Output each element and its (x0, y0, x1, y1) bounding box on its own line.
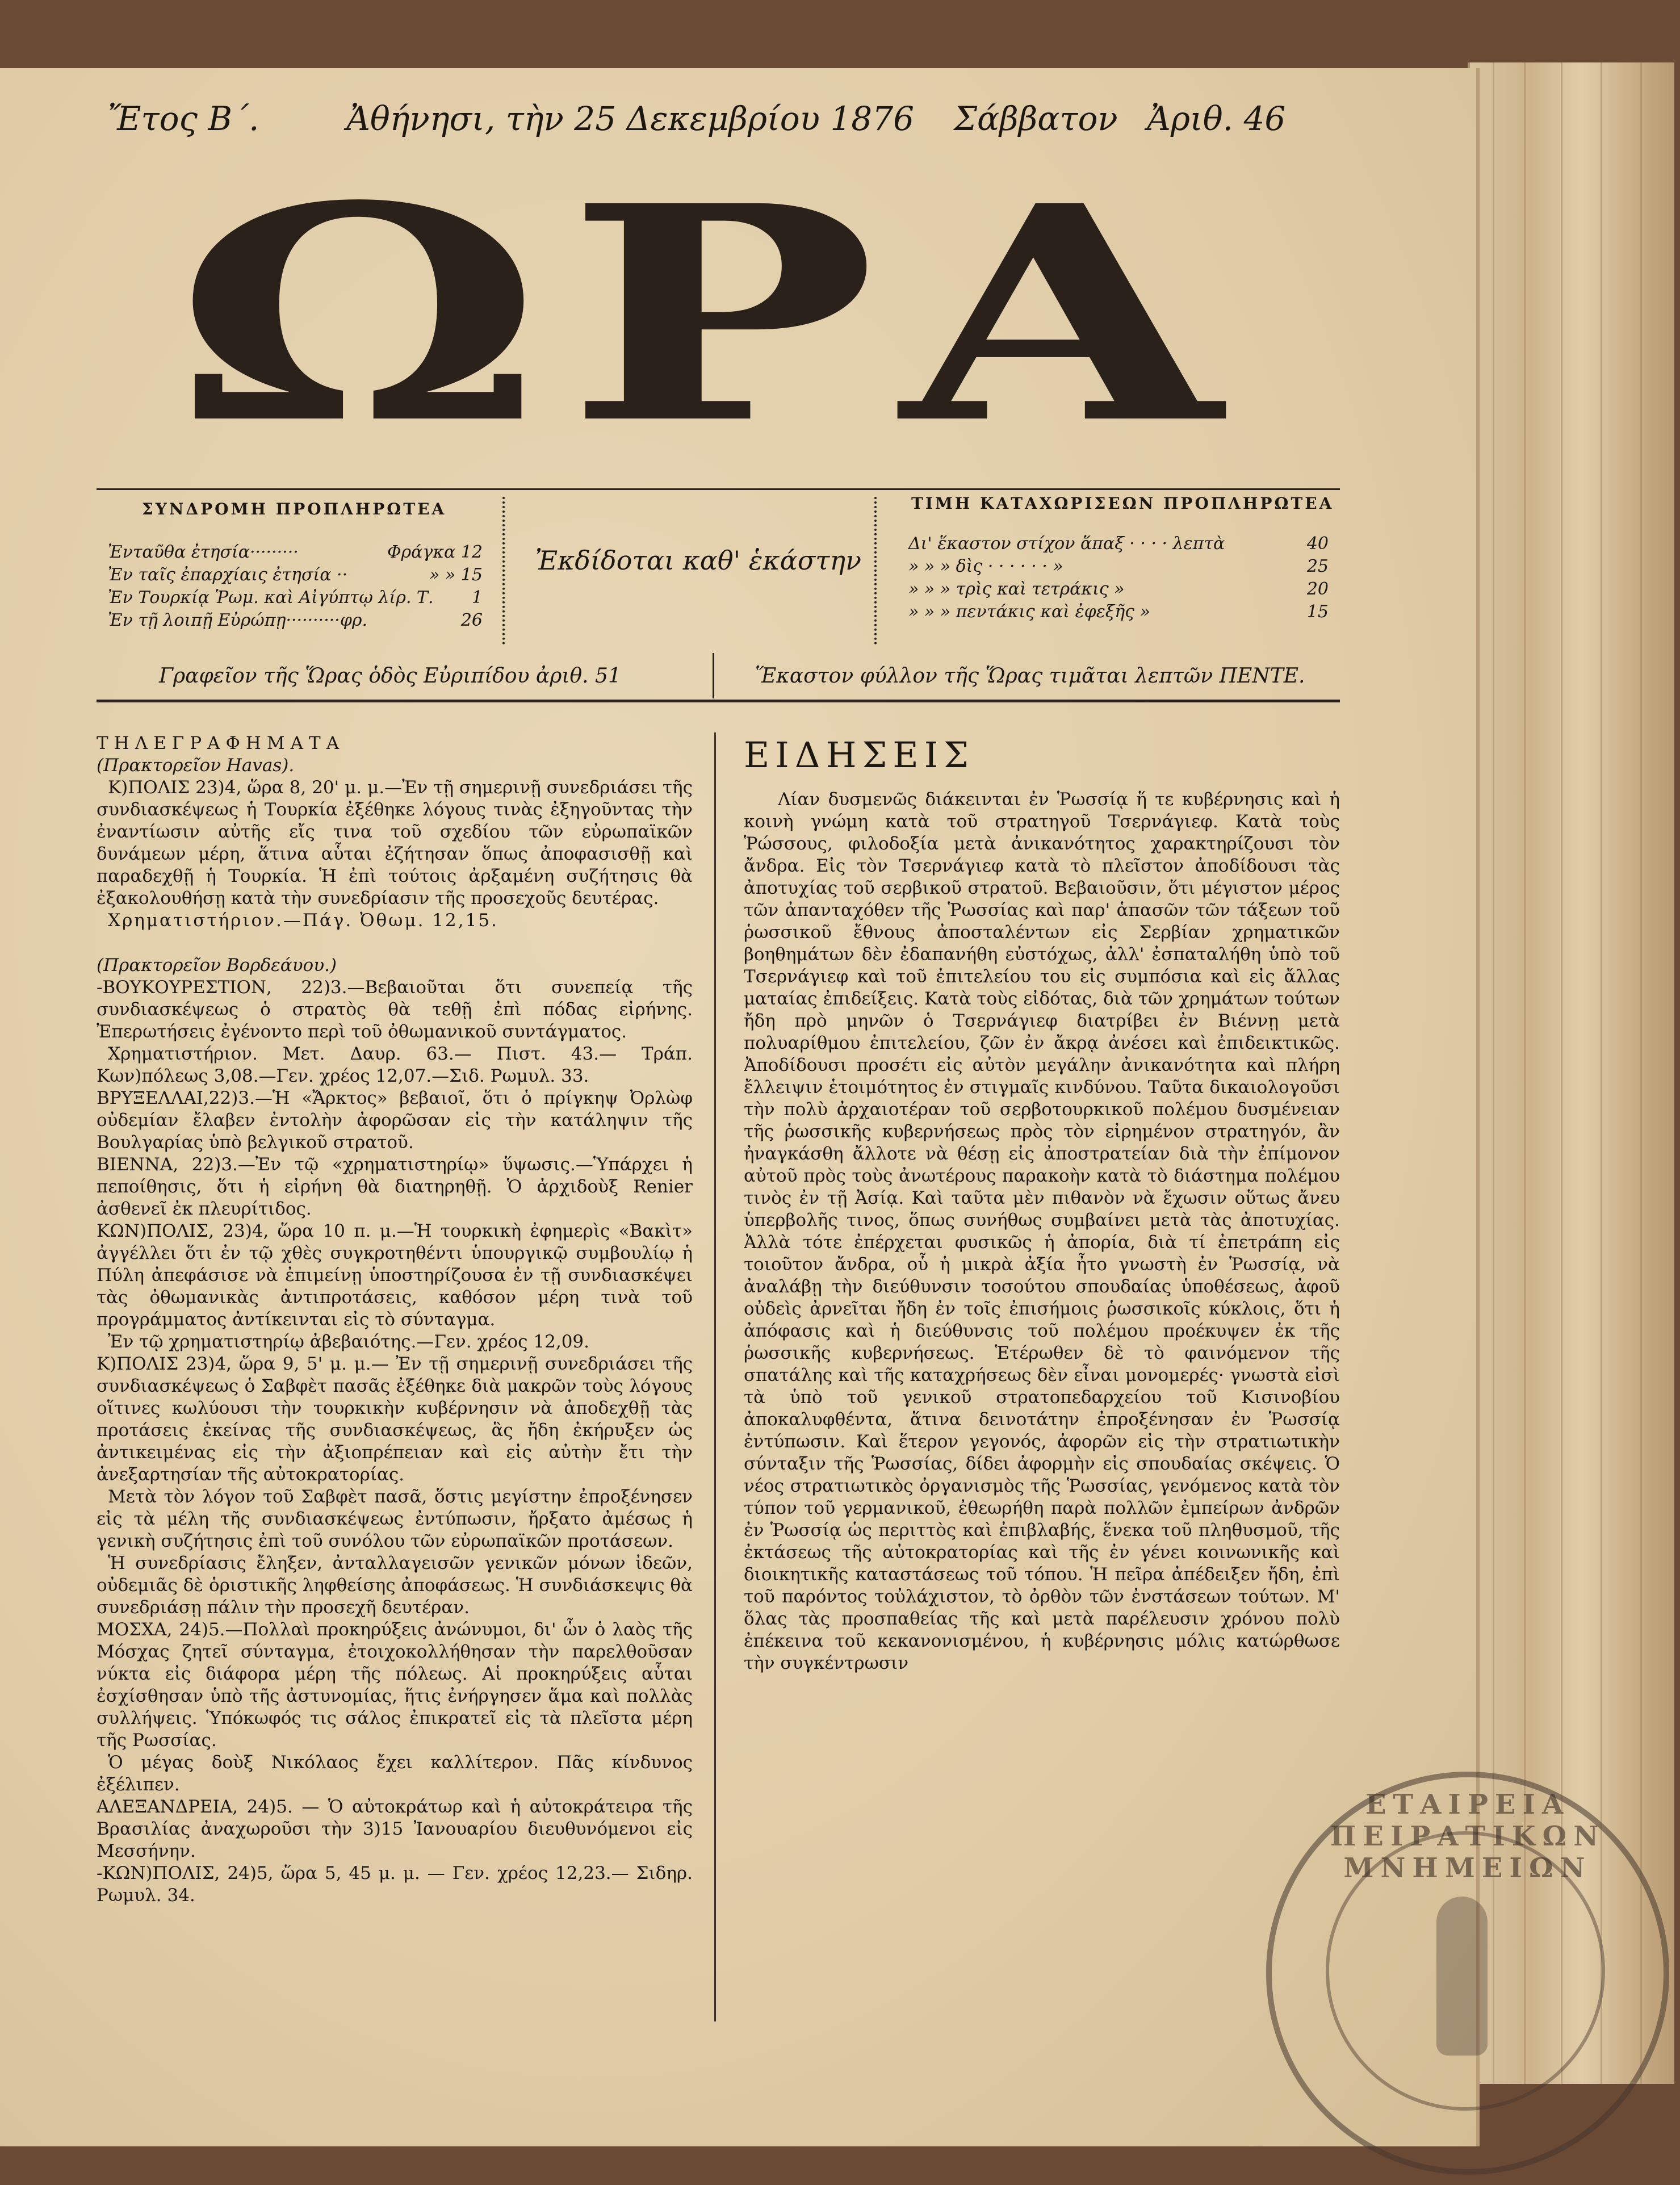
article-paragraph: ΒΙΕΝΝΑ, 22)3.—Ἐν τῷ «χρηματιστηρίῳ» ὕψωσις.—Ὑπάρχει ἡ πεποίθησις, ὅτι ἡ εἰρήνη θὰ διατηρηθῇ. Ὁ ἀρχιδοὺξ Renier ἀσθενεῖ ἐκ πλευρίτιδος. (97, 1154, 693, 1219)
issue-price: Ἕκαστον φύλλον τῆς Ὥρας τιμᾶται λεπτῶν ΠΕΝΤΕ. (755, 664, 1305, 688)
row-value: » » 15 (429, 565, 483, 585)
article-paragraph: Κ)ΠΟΛΙΣ 23)4, ὥρα 8, 20' μ. μ.—Ἐν τῇ σημερινῇ συνεδριάσει τῆς συνδιασκέψεως ἡ Τουρκία ἐξέθηκε λόγους τινὰς ἐξηγοῦντας τὴν ἐναντίωσιν αὐτῆς εἴς τινα τοῦ σχεδίου τῶν εὐρωπαϊκῶν δυνάμεων μέρη, ἅτινα αὗται ἐζήτησαν ὅπως ἀποφασισθῇ καὶ παραδεχθῇ ἡ Τουρκία. Ἡ ἐπὶ τούτοις ἀρξαμένη συζήτησις θὰ ἐξακολουθήσῃ κατὰ τὴν συνεδρίασιν τῆς προσεχοῦς δευτέρας. (97, 777, 693, 909)
owl-emblem-icon (1436, 1897, 1488, 2056)
stamp-text: ΕΤΑΙΡΕΙΑ ΠΕΙΡΑΤΙΚΩΝ ΜΝΗΜΕΙΩΝ (1330, 1789, 1606, 1884)
news-headline: ΕΙΔΗΣΕΙΣ (744, 734, 975, 776)
article-paragraph: ΚΩΝ)ΠΟΛΙΣ, 23)4, ὥρα 10 π. μ.—Ἡ τουρκικὴ ἐφημερὶς «Βακὶτ» ἀγγέλλει ὅτι ἐν τῷ χθὲς συγκροτηθέντι ὑπουργικῷ συμβουλίῳ ἡ Πύλη ἀπεφάσισε νὰ ἐπιμείνῃ ὑποστηρίζουσα ἐν τῇ συνδιασκέψει τὰς ὀθωμανικὰς ἀντιπροτάσεις, καθόσον μέρη τινὰ τοῦ προγράμματος ἀντίκεινται εἰς τὸ σύνταγμα. (97, 1221, 693, 1330)
telegrams-headline: ΤΗΛΕΓΡΑΦΗΜΑΤΑ (97, 733, 345, 754)
row-value: Φράγκα 12 (387, 542, 483, 562)
wavy-divider-left (502, 497, 516, 644)
article-paragraph: Ὁ μέγας δοὺξ Νικόλαος ἔχει καλλίτερον. Πᾶς κίνδυνος ἐξέλιπεν. (97, 1752, 693, 1795)
article-paragraph: -ΚΩΝ)ΠΟΛΙΣ, 24)5, ὥρα 5, 45 μ. μ. — Γεν. χρέος 12,23.— Σιδηρ. Ρωμυλ. 34. (97, 1863, 693, 1906)
rule-top (97, 488, 1340, 490)
subscription-row (108, 565, 483, 588)
article-paragraph: ΒΡΥΞΕΛΛΑΙ,22)3.—Ἡ «Ἄρκτος» βεβαιοῖ, ὅτι ὁ πρίγκηψ Ὀρλὼφ οὐδεμίαν ἔλαβεν ἐντολὴν ἀφορῶσαν εἰς τὴν κατάληψιν τῆς Βουλγαρίας ὑπὸ βελγικοῦ στρατοῦ. (97, 1088, 693, 1153)
agency-bordeaux: (Πρακτορεῖον Βορδεάυου.) (97, 955, 337, 976)
ads-row (908, 602, 1329, 625)
row-value: 25 (1306, 556, 1329, 576)
masthead (97, 141, 1323, 488)
row-value: 40 (1306, 534, 1329, 554)
subscription-row (108, 588, 483, 610)
subscription-row (108, 610, 483, 633)
row-label: » » » πεντάκις καὶ ἐφεξῆς » (908, 602, 1150, 622)
ads-row (908, 556, 1329, 579)
office-address: Γραφεῖον τῆς Ὥρας ὁδὸς Εὐριπίδου ἀριθ. 51 (159, 664, 621, 688)
advertising-rates-box (908, 494, 1334, 642)
article-paragraph: Ἐν τῷ χρηματιστηρίῳ ἀβεβαιότης.—Γεν. χρέος 12,09. (108, 1332, 589, 1352)
ads-row (908, 579, 1329, 602)
issue-number: Ἀριθ. 46 (1147, 99, 1286, 138)
year-label: Ἔτος Β΄. (108, 99, 259, 138)
row-value: 1 (471, 588, 483, 608)
article-paragraph: -ΒΟΥΚΟΥΡΕΣΤΙΟΝ, 22)3.—Βεβαιοῦται ὅτι συνεπείᾳ τῆς συνδιασκέψεως ὁ στρατὸς θὰ τεθῇ ἐπὶ πόδας εἰρήνης. Ἐπερωτήσεις ἐγένοντο περὶ τοῦ ὀθωμανικοῦ συντάγματος. (97, 977, 693, 1042)
office-price-divider (713, 653, 714, 698)
row-value: 15 (1306, 602, 1329, 622)
subscription-title: ΣΥΝΔΡΟΜΗ ΠΡΟΠΛΗΡΩΤΕΑ (142, 500, 447, 518)
dateline (108, 99, 1515, 145)
rule-bottom (97, 700, 1340, 702)
row-label: Ἐνταῦθα ἐτησία········· (108, 542, 299, 562)
weekday: Σάββατον (954, 99, 1118, 138)
row-value: 26 (460, 610, 483, 630)
article-paragraph: ΜΟΣΧΑ, 24)5.—Πολλαὶ προκηρύξεις ἀνώνυμοι, δι' ὧν ὁ λαὸς τῆς Μόσχας ζητεῖ σύνταγμα, ἐτοιχοκολλήθησαν τὴν παρελθοῦσαν νύκτα εἰς διάφορα μέρη τῆς πόλεως. Αἱ προκηρύξεις αὗται ἐσχίσθησαν ὑπὸ τῆς ἀστυνομίας, ἥτις ἐνήργησεν ἅμα καὶ πολλὰς συλλήψεις. Ὑπόκωφός τις σάλος ἐπικρατεῖ εἰς τὰ πλεῖστα μέρη τῆς Ρωσσίας. (97, 1619, 693, 1751)
row-label: Ἐν ταῖς ἐπαρχίαις ἐτησία ·· (108, 565, 348, 585)
news-column (744, 732, 1340, 2016)
article-paragraph: Μετὰ τὸν λόγον τοῦ Σαβφὲτ πασᾶ, ὅστις μεγίστην ἐπροξένησεν εἰς τὰ μέλη τῆς συνδιασκέψεως ἐντύπωσιν, ἤρξατο ἀμέσως ἡ γενικὴ συζήτησις ἐπὶ τοῦ συνόλου τῶν εὐρωπαϊκῶν προτάσεων. (97, 1487, 693, 1551)
row-label: Δι' ἕκαστον στίχον ἅπαξ · · · · λεπτὰ (908, 534, 1225, 554)
column-divider (714, 732, 716, 2021)
telegrams-column (97, 732, 693, 2004)
library-stamp (1266, 1772, 1669, 2175)
row-label: Ἐν Τουρκίᾳ Ῥωμ. καὶ Αἰγύπτῳ λίρ. Τ. (108, 588, 434, 608)
ads-title: ΤΙΜΗ ΚΑΤΑΧΩΡΙΣΕΩΝ ΠΡΟΠΛΗΡΩΤΕΑ (911, 494, 1334, 513)
agency-havas: (Πρακτορεῖον Havas). (97, 755, 295, 776)
row-value: 20 (1306, 579, 1329, 599)
row-label: Ἐν τῇ λοιπῇ Εὐρώπῃ··········φρ. (108, 610, 368, 630)
ads-row (908, 534, 1329, 556)
subscription-row (108, 542, 483, 565)
subscription-box (108, 500, 483, 647)
masthead-title: ΩΡΑ (174, 141, 1246, 488)
article-paragraph: Χρηματιστήριον.—Πάγ. Ὀθωμ. 12,15. (108, 910, 498, 931)
row-label: » » » τρὶς καὶ τετράκις » (908, 579, 1125, 599)
article-paragraph: Λίαν δυσμενῶς διάκεινται ἐν Ῥωσσίᾳ ἥ τε κυβέρνησις καὶ ἡ κοινὴ γνώμη κατὰ τοῦ στρατηγοῦ Τσερνάγιεφ. Κατὰ τοὺς Ῥώσσους, φιλοδοξία μετὰ ἀνικανότητος χαρακτηρίζουσι τὸν ἄνδρα. Εἰς τὸν Τσερνάγιεφ κατὰ τὸ πλεῖστον ἀποδίδουσι τὰς ἀποτυχίας τοῦ σερβικοῦ στρατοῦ. Βεβαιοῦσιν, ὅτι μέγιστον μέρος τῶν ἀπανταχόθεν τῆς Ῥωσσίας καὶ παρ' ἁπασῶν τῶν τάξεων τοῦ ῥωσσικοῦ ἔθνους ἀποσταλέντων εἰς Σερβίαν χρηματικῶν βοηθημάτων δὲν ἐδαπανήθη εὐστόχως, ἀλλ' ἐσπαταλήθη ὑπὸ τοῦ Τσερνάγιεφ καὶ τοῦ ἐπιτελείου του εἰς συμπόσια καὶ εἰς ἄλλας ματαίας ἐπιδείξεις. Κατὰ τοὺς εἰδότας, διὰ τῶν χρημάτων τούτων ἤδη πρὸ μηνῶν ὁ Τσερνάγιεφ διατρίβει ἐν Βιέννῃ μετὰ πολυαρίθμου ἐπιτελείου, ζῶν ἐν ἄκρᾳ ἀνέσει καὶ ἐπιδεικτικῶς. Ἀποδίδουσι προσέτι εἰς αὐτὸν μεγάλην ἀνικανότητα καὶ πλήρη ἔλλειψιν ἑτοιμότητος ἐν στιγμαῖς κινδύνου. Ταῦτα δικαιολογοῦσι τὴν πολὺ ἀρχαιοτέραν τοῦ σερβοτουρκικοῦ πολέμου δυσμένειαν τῆς ῥωσσικῆς κυβερνήσεως πρὸς τὸν εἰρημένον στρατηγόν, ἂν ἠναγκάσθη ἄλλοτε νὰ θέσῃ εἰς ἀποστρατείαν διὰ τὴν ἐπίμονον αὐτοῦ πρὸς τοὺς ἀνωτέρους παρακοὴν κατὰ τὸ διάστημα πολέμου τινὸς ἐν τῇ Ἀσίᾳ. Καὶ ταῦτα μὲν πιθανὸν νὰ ἔχωσιν οὕτως ἄνευ ὑπερβολῆς τινος, ὅπως συνήθως συμβαίνει μετὰ τὰς ἀποτυχίας. Ἀλλὰ τότε ἐπέρχεται φυσικῶς ἡ ἀπορία, διὰ τί ἐπετράπη εἰς τοιοῦτον ἄνδρα, οὗ ἡ μικρὰ ἀξία ἦτο γνωστὴ ἐν Ῥωσσίᾳ, νὰ ἀναλάβῃ τὴν διεύθυνσιν τοσούτου σπουδαίας ὑποθέσεως, ἀφοῦ οὐδεὶς ἀρνεῖται ἤδη ἐν τοῖς ἐπισήμοις ῥωσσικοῖς κύκλοις, ὅτι ἡ ἀπόφασις καὶ ἡ διεύθυνσις τοῦ πολέμου προέκυψεν ἐκ τῆς ῥωσσικῆς κυβερνήσεως. Ἑτέρωθεν δὲ τὸ φαινόμενον τῆς σπατάλης καὶ τῆς καταχρήσεως δὲν εἶναι μονομερές· γνωστὰ εἰσὶ τὰ ὑπὸ τοῦ γενικοῦ στρατοπεδαρχείου τοῦ Κισινοβίου ἀποκαλυφθέντα, ἅτινα δεινοτάτην ἐπροξένησαν ἐν Ῥωσσίᾳ ἐντύπωσιν. Καὶ ἕτερον γεγονός, ἀφορῶν εἰς τὴν στρατιωτικὴν σύνταξιν τῆς Ῥωσσίας, δίδει ἀφορμὴν εἰς σπουδαίας σκέψεις. Ὁ νέος στρατιωτικὸς ὀργανισμὸς τῆς Ῥωσσίας, γενόμενος κατὰ τὸν τύπον τοῦ γερμανικοῦ, ἐθεωρήθη παρὰ πολλῶν ἐμπείρων ἀνδρῶν ἐν Ῥωσσίᾳ ὡς περιττὸς καὶ ἐπιβλαβής, ἕνεκα τοῦ πληθυσμοῦ, τῆς ἐκτάσεως τῆς αὐτοκρατορίας καὶ τῆς ἐν γένει κοινωνικῆς καὶ διοικητικῆς καταστάσεως τοῦ τόπου. Ἡ πεῖρα ἀπέδειξεν ἤδη, ἐπὶ τοῦ παρόντος τοὐλάχιστον, τὸ ὀρθὸν τῶν ἐνστάσεων τούτων. Μ' ὅλας τὰς προσπαθείας τῆς καὶ μετὰ παρέλευσιν χρόνου πολὺ ἐπέκεινα τοῦ κεκανονισμένου, ἡ κυβέρνησις μόλις κατώρθωσε τὴν συγκέντρωσιν (744, 789, 1340, 1673)
place-date: Ἀθήνησι, τὴν 25 Δεκεμβρίου 1876 (346, 99, 914, 138)
article-paragraph: Ἡ συνεδρίασις ἔληξεν, ἀνταλλαγεισῶν γενικῶν μόνων ἰδεῶν, οὐδεμιᾶς δὲ ὁριστικῆς ληφθείσης ἀποφάσεως. Ἡ συνδιάσκεψις θὰ συνεδριάσῃ πάλιν τὴν προσεχῆ δευτέραν. (97, 1553, 693, 1618)
wavy-divider-right (874, 497, 888, 644)
article-paragraph: Χρηματιστήριον. Μετ. Δαυρ. 63.— Πιστ. 43.— Τράπ. Κων)πόλεως 3,08.—Γεν. χρέος 12,07.—Σιδ. Ρωμυλ. 33. (97, 1044, 693, 1086)
article-paragraph: Κ)ΠΟΛΙΣ 23)4, ὥρα 9, 5' μ. μ.— Ἐν τῇ σημερινῇ συνεδριάσει τῆς συνδιασκέψεως ὁ Σαβφὲτ πασᾶς ἐξέθηκε διὰ μακρῶν τοὺς λόγους οἵτινες κωλύουσι τὴν τουρκικὴν κυβέρνησιν νὰ ἀποδεχθῇ τὰς προτάσεις ἐκείνας τῆς συνδιασκέψεως, ἃς ἤδη ἐκήρυξεν ὡς ἀντικειμένας εἰς τὴν ἀξιοπρέπειαν καὶ εἰς αὐτὴν ἔτι τὴν ἀνεξαρτησίαν τῆς αὐτοκρατορίας. (97, 1354, 693, 1485)
article-paragraph: ΑΛΕΞΑΝΔΡΕΙΑ, 24)5. — Ὁ αὐτοκράτωρ καὶ ἡ αὐτοκράτειρα τῆς Βρασιλίας ἀναχωροῦσι τὴν 3)15 Ἰανουαρίου διευθυνόμενοι εἰς Μεσσήνην. (97, 1797, 693, 1861)
publication-notice: Ἐκδίδοται καθ' ἑκάστην (535, 545, 862, 576)
row-label: » » » δὶς · · · · · · » (908, 556, 1063, 576)
